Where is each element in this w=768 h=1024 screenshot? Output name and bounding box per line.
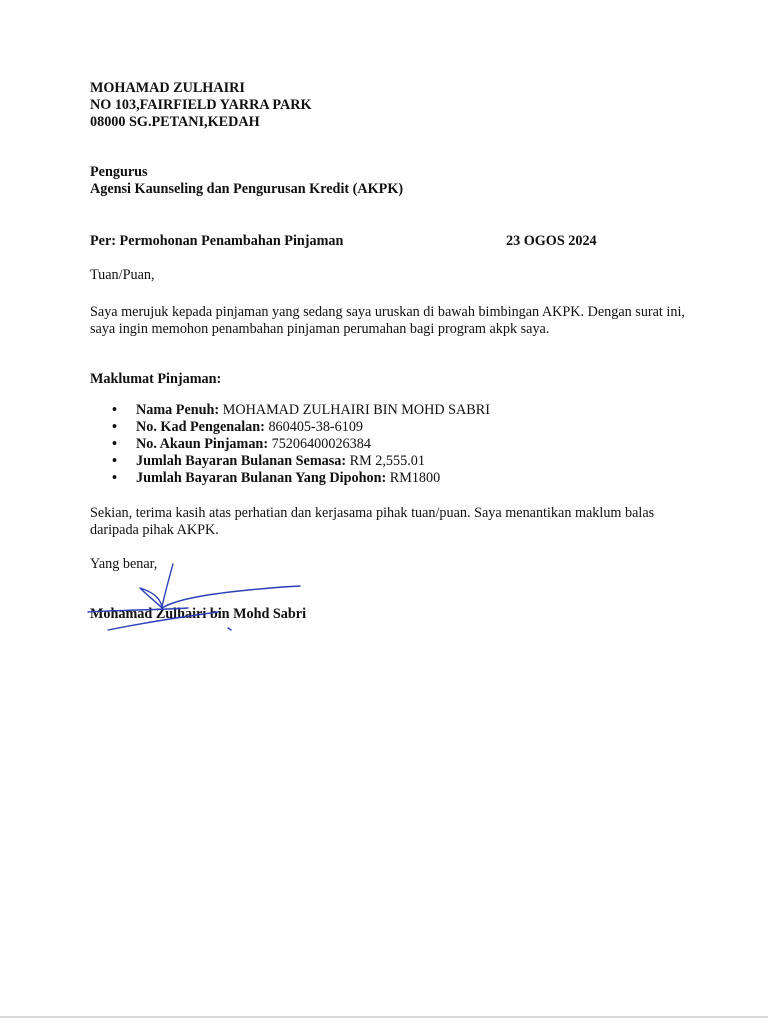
recipient-title: Pengurus: [90, 164, 148, 180]
list-item: [90, 453, 490, 470]
detail-label: No. Akaun Pinjaman:: [136, 436, 269, 452]
valediction: Yang benar,: [90, 556, 158, 572]
list-item: [90, 436, 490, 453]
list-item: [90, 402, 490, 419]
list-item: [90, 419, 490, 436]
closing-paragraph: Sekian, terima kasih atas perhatian dan kerjasama pihak tuan/puan. Saya menantikan maklum balas daripada pihak AKPK.: [90, 505, 655, 538]
body-paragraph: Saya merujuk kepada pinjaman yang sedang saya uruskan di bawah bimbingan AKPK. Dengan surat ini, saya ingin memohon penambahan pinjaman perumahan bagi program akpk saya.: [90, 304, 685, 337]
detail-label: Jumlah Bayaran Bulanan Yang Dipohon:: [136, 470, 387, 486]
sender-name: MOHAMAD ZULHAIRI: [90, 80, 245, 96]
detail-value: RM 2,555.01: [349, 453, 425, 469]
detail-value: MOHAMAD ZULHAIRI BIN MOHD SABRI: [222, 402, 490, 418]
sender-block: [90, 80, 312, 131]
salutation: Tuan/Puan,: [90, 267, 155, 283]
detail-label: Jumlah Bayaran Bulanan Semasa:: [136, 453, 347, 469]
recipient-block: [90, 164, 403, 198]
list-item: [90, 470, 490, 487]
scan-edge-line: [0, 1016, 768, 1018]
handwritten-signature: [78, 552, 328, 642]
subject-line: Per: Permohonan Penambahan Pinjaman: [90, 233, 344, 249]
detail-label: Nama Penuh:: [136, 402, 220, 418]
detail-value: RM1800: [389, 470, 441, 486]
sender-address-line-1: NO 103,FAIRFIELD YARRA PARK: [90, 97, 312, 113]
detail-value: 860405-38-6109: [268, 419, 364, 435]
detail-value: 75206400026384: [271, 436, 371, 452]
section-heading: Maklumat Pinjaman:: [90, 371, 222, 387]
sender-address-line-2: 08000 SG.PETANI,KEDAH: [90, 114, 260, 130]
loan-details-list: [90, 402, 490, 487]
detail-label: No. Kad Pengenalan:: [136, 419, 265, 435]
recipient-organization: Agensi Kaunseling dan Pengurusan Kredit (AKPK): [90, 181, 404, 197]
subject-row: [90, 233, 690, 250]
signature-name: Mohamad Zulhairi bin Mohd Sabri: [90, 606, 307, 622]
letter-date: 23 OGOS 2024: [506, 233, 597, 249]
